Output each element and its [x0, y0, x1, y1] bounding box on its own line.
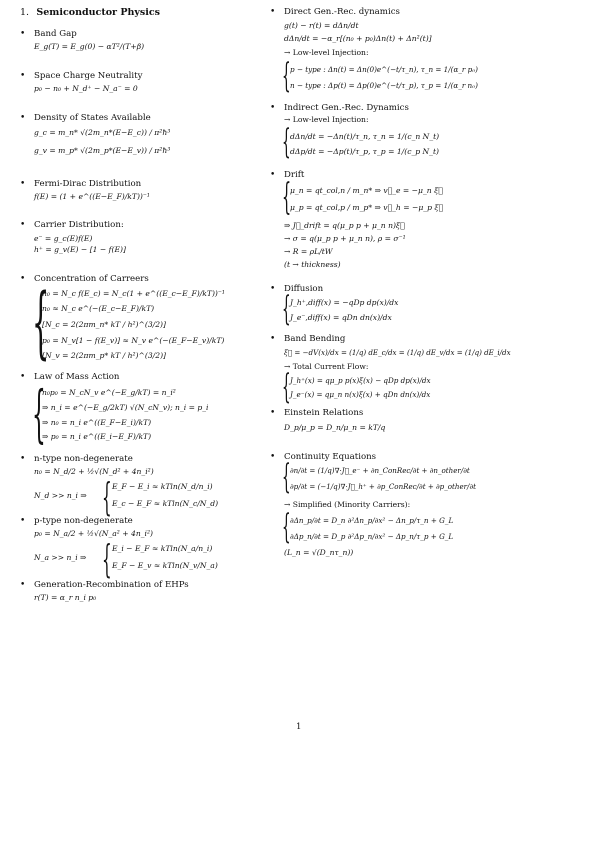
equation-line: dΔn/dt = −Δn(t)/τ_n, τ_n = 1/(c_n N_t)	[290, 132, 440, 141]
left-brace: {	[282, 289, 291, 329]
equation-line: J_h⁺(x) = qμ_p p(x)ξ(x) − qDp dp(x)/dx	[290, 376, 431, 385]
bullet-icon: •	[270, 452, 276, 462]
equation-line: J_e⁻,diff(x) = qDn dn(x)/dx	[290, 313, 392, 322]
topic-heading: Law of Mass Action	[34, 372, 120, 382]
equation-line: D_p/μ_p = D_n/μ_n = kT/q	[284, 423, 386, 432]
left-brace: {	[282, 457, 291, 497]
equation-line: → Low-level Injection:	[284, 48, 369, 57]
equation-line: p₀ = N_a/2 + ½√(N_a² + 4n_i²)	[34, 529, 153, 538]
bullet-icon: •	[20, 220, 26, 230]
equation-line: g_c = m_n* √(2m_n*(E−E_c)) / π²ħ³	[34, 128, 171, 137]
equation-line: E_g(T) = E_g(0) − αT²/(T+β)	[34, 42, 145, 51]
bullet-icon: •	[270, 284, 276, 294]
equation-line: p − type : Δn(t) = Δn(0)e^(−t/τ_n), τ_n = 1/(α_r p₀)	[290, 65, 478, 74]
equation-line: N_a >> n_i ⇒	[34, 553, 87, 562]
equation-line: n₀p₀ = N_cN_v e^(−E_g/kT) = n_i²	[42, 388, 176, 397]
left-brace: {	[32, 278, 50, 368]
left-brace: {	[282, 56, 291, 96]
bullet-icon: •	[270, 7, 276, 17]
equation-line: p₀ − n₀ + N_d⁺ − N_a⁻ = 0	[34, 84, 138, 93]
equation-line: ⇒ J⃗_drift = q(μ_p p + μ_n n)ξ⃗	[284, 221, 405, 230]
equation-line: N_d >> n_i ⇒	[34, 491, 87, 500]
topic-heading: Direct Gen.-Rec. dynamics	[284, 7, 400, 17]
left-brace: {	[32, 377, 46, 450]
equation-line: h⁺ = g_v(E) − [1 − f(E)]	[34, 245, 126, 254]
left-brace: {	[282, 507, 291, 547]
bullet-icon: •	[20, 29, 26, 39]
bullet-icon: •	[20, 372, 26, 382]
equation-line: → Simplified (Minority Carriers):	[284, 500, 411, 509]
equation-line: n₀ = N_d/2 + ½√(N_d² + 4n_i²)	[34, 467, 154, 476]
topic-heading: Continuity Equations	[284, 452, 377, 462]
topic-heading: Band Gap	[34, 29, 77, 39]
topic-heading: Concentration of Carreers	[34, 274, 149, 284]
topic-heading: Carrier Distribution:	[34, 220, 124, 230]
equation-line: dΔn/dt = −α_r[(n₀ + p₀)Δn(t) + Δn²(t)]	[284, 34, 432, 43]
equation-line: g(t) − r(t) = dΔn/dt	[284, 21, 359, 30]
topic-heading: Diffusion	[284, 284, 324, 294]
equation-line: → σ = q(μ_p p + μ_n n), ρ = σ⁻¹	[284, 234, 406, 243]
left-brace: {	[282, 177, 292, 218]
topic-heading: n-type non-degenerate	[34, 454, 133, 464]
equation-line: → Low-level Injection:	[284, 115, 369, 124]
section-number: 1.	[20, 7, 30, 18]
topic-heading: Generation-Recombination of EHPs	[34, 580, 189, 590]
bullet-icon: •	[20, 580, 26, 590]
section-title-text: Semiconductor Physics	[36, 7, 161, 18]
equation-line: E_c − E_F ≈ kTln(N_c/N_d)	[112, 499, 219, 508]
bullet-icon: •	[20, 454, 26, 464]
equation-line: n₀ = N_c f(E_c) = N_c(1 + e^((E_c−E_F)/kT))⁻¹	[42, 289, 225, 298]
topic-heading: Density of States Available	[34, 113, 151, 123]
topic-heading: Einstein Relations	[284, 408, 364, 418]
bullet-icon: •	[20, 71, 26, 81]
equation-line: ∂n/∂t = (1/q)∇·J⃗_e⁻ + ∂n_ConRec/∂t + ∂n_other/∂t	[290, 466, 470, 475]
topic-heading: Fermi-Dirac Distribution	[34, 179, 142, 189]
equation-line: μ_n = qt_col,n / m_n* ⇒ v⃗_e = −μ_n ξ⃗	[290, 186, 443, 195]
bullet-icon: •	[270, 408, 276, 418]
bullet-icon: •	[20, 113, 26, 123]
equation-line: E_F − E_i ≈ kTln(N_d/n_i)	[112, 482, 213, 491]
equation-line: ∂Δn_p/∂t = D_n ∂²Δn_p/∂x² − Δn_p/τ_n + G_L	[290, 516, 454, 525]
equation-line: e⁻ = g_c(E)f(E)	[34, 234, 93, 243]
equation-line: ∂p/∂t = (−1/q)∇·J⃗_h⁺ + ∂p_ConRec/∂t + ∂p_other/∂t	[290, 482, 476, 491]
topic-heading: Space Charge Neutrality	[34, 71, 143, 81]
page-number: 1	[296, 722, 302, 732]
equation-line: → Total Current Flow:	[284, 362, 369, 371]
equation-line: f(E) = (1 + e^((E−E_F)/kT))⁻¹	[34, 192, 150, 201]
equation-line: r(T) = α_r n_i p₀	[34, 593, 97, 602]
bullet-icon: •	[20, 274, 26, 284]
equation-line: (L_n = √(D_nτ_n))	[284, 548, 354, 557]
equation-line: [N_v = 2(2πm_p* kT / h²)^(3/2)]	[42, 351, 166, 360]
bullet-icon: •	[270, 103, 276, 113]
equation-line: [N_c = 2(2πm_n* kT / h²)^(3/2)]	[42, 320, 166, 329]
bullet-icon: •	[270, 170, 276, 180]
equation-line: n₀ ≈ N_c e^(−(E_c−E_F)/kT)	[42, 304, 155, 313]
left-brace: {	[102, 475, 112, 519]
equation-line: E_i − E_F ≈ kTln(N_a/n_i)	[112, 544, 213, 553]
equation-line: ⇒ n_i = e^(−E_g/2kT) √(N_cN_v); n_i = p_i	[42, 403, 209, 412]
topic-heading: Indirect Gen.-Rec. Dynamics	[284, 103, 409, 113]
topic-heading: p-type non-degenerate	[34, 516, 133, 526]
equation-line: → R = ρL/tW	[284, 247, 333, 256]
left-brace: {	[282, 367, 291, 407]
equation-line: J_e⁻(x) = qμ_n n(x)ξ(x) + qDn dn(x)/dx	[290, 390, 431, 399]
equation-line: J_h⁺,diff(x) = −qDp dp(x)/dx	[290, 298, 399, 307]
equation-line: n − type : Δp(t) = Δp(0)e^(−t/τ_p), τ_p = 1/(α_r n₀)	[290, 81, 478, 90]
equation-line: E_F − E_v ≈ kTln(N_v/N_a)	[112, 561, 218, 570]
bullet-icon: •	[20, 179, 26, 189]
bullet-icon: •	[270, 334, 276, 344]
equation-line: μ_p = qt_col,p / m_p* ⇒ v⃗_h = −μ_p ξ⃗	[290, 203, 444, 212]
equation-line: ⇒ n₀ = n_i e^((E_F−E_i)/kT)	[42, 418, 152, 427]
topic-heading: Drift	[284, 170, 305, 180]
bullet-icon: •	[20, 516, 26, 526]
equation-line: p₀ = N_v[1 − f(E_v)] ≈ N_v e^(−(E_F−E_v)/kT)	[42, 336, 225, 345]
equation-line: dΔp/dt = −Δp(t)/τ_p, τ_p = 1/(c_p N_t)	[290, 147, 439, 156]
equation-line: (t → thickness)	[284, 260, 341, 269]
equation-line: ⇒ p₀ = n_i e^((E_i−E_F)/kT)	[42, 432, 152, 441]
equation-line: ξ⃗ = −dV(x)/dx = (1/q) dE_c/dx = (1/q) dE_v/dx = (1/q) dE_i/dx	[284, 348, 511, 357]
left-brace: {	[102, 537, 112, 581]
section-title	[20, 7, 160, 18]
topic-heading: Band Bending	[284, 334, 346, 344]
equation-line: ∂Δp_n/∂t = D_p ∂²Δp_n/∂x² − Δp_n/τ_p + G_L	[290, 532, 454, 541]
left-brace: {	[282, 122, 291, 162]
equation-line: g_v = m_p* √(2m_p*(E−E_v)) / π²ħ³	[34, 146, 171, 155]
